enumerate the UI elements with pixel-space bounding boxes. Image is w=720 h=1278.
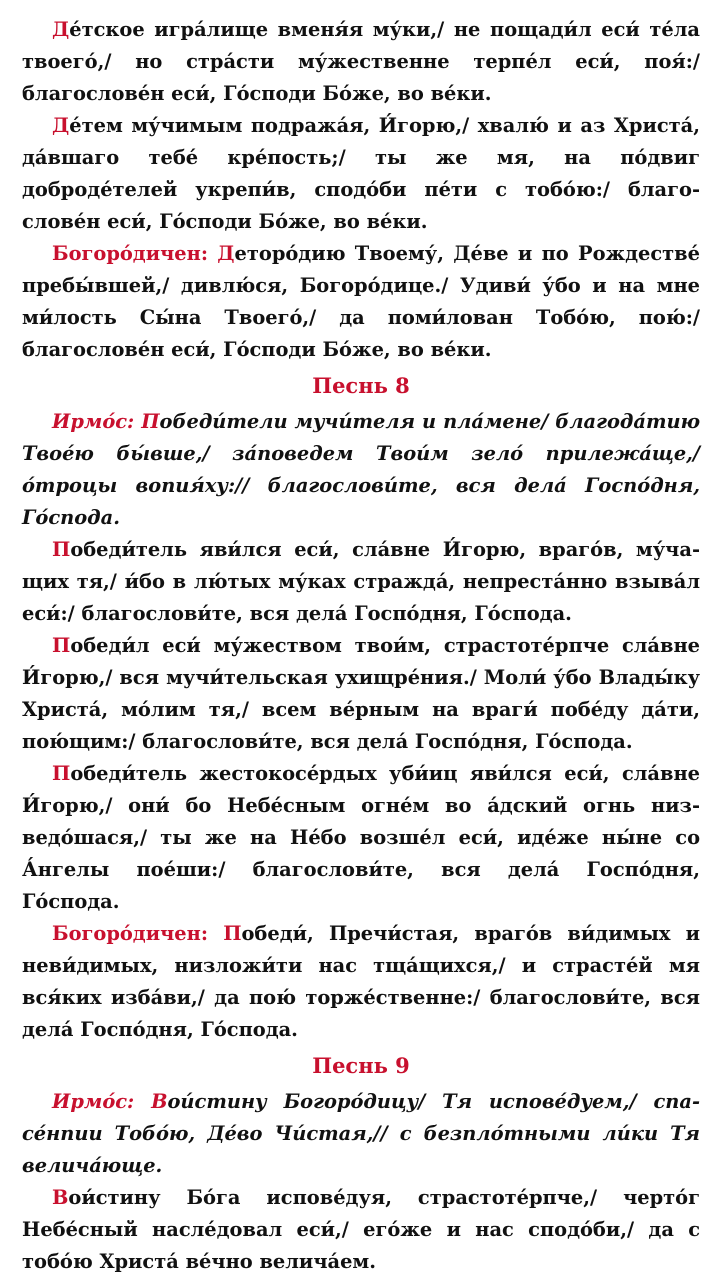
- theotokion-2: [22, 918, 700, 1046]
- song-9-heading: Песнь 9: [312, 1053, 410, 1078]
- troparion-6: [22, 1182, 700, 1278]
- irmos-label: Ирмо́с:: [52, 410, 142, 433]
- irmos-text: обеди́тели мучи́теля и пла́мене/ благода́тию Твое́ю бы́вше,/ за́поведем Твои́м зело́ прилежа́ще,/ о́троцы вопия́ху:// благослови́те, вся дела́ Госпо́дня, Го́спода.: [22, 410, 700, 529]
- troparion-3: [22, 534, 700, 630]
- drop-letter: П: [223, 922, 242, 945]
- drop-letter: П: [52, 538, 71, 561]
- troparion-text: обеди́тель жестокосе́рдых уби́иц яви́лся еси́, сла́вне И́горю,/ они́ бо Небе́сным огне́м во а́дский огнь низведо́шася,/ ты же на Не́бо возше́л еси́, иде́же ны́не со А́нгелы пое́ши:/ благослови́те, вся дела́ Госпо́дня, Го́спода.: [22, 762, 700, 913]
- troparion-text: обеди́, Пречи́стая, враго́в ви́димых и неви́димых, низложи́ти нас тща́щихся,/ и страсте́й мя вся́ких изба́ви,/ да пою́ торже́ственне:/ благослови́те, вся дела́ Госпо́дня, Го́спода.: [22, 922, 701, 1041]
- troparion-text: е́тское игра́лище вменя́я му́ки,/ не пощади́л еси́ те́ла твоего́,/ но стра́сти му́жественне терпе́л еси́, поя́:/ благослове́н еси́, Го́споди Бо́же, во ве́ки.: [22, 18, 700, 105]
- drop-letter: В: [151, 1090, 168, 1113]
- drop-letter: П: [52, 762, 71, 785]
- troparion-text: ои́стину Бо́га испове́дуя, страстоте́рпче,/ черто́г Небе́сный насле́довал еси́,/ его́же и нас сподо́би,/ да с тобо́ю Христа́ ве́чно велича́ем.: [22, 1186, 700, 1273]
- troparion-text: обеди́тель яви́лся еси́, сла́вне И́горю, враго́в, му́чащих тя,/ и́бо в лю́тых му́ках стражда́, непреста́нно взыва́л еси́:/ благослови́те, вся дела́ Госпо́дня, Го́спода.: [22, 538, 700, 625]
- theotokion-label: Богоро́дичен:: [52, 242, 218, 265]
- drop-letter: П: [52, 634, 71, 657]
- drop-letter: Д: [217, 242, 235, 265]
- drop-letter: Д: [52, 18, 70, 41]
- troparion-text: е́тем му́чимым подража́я, И́горю,/ хвалю́ и аз Христа́, да́вшаго тебе́ кре́пость;/ ты же мя, на по́двиг доброде́телей укрепи́в, сподо́би пе́ти с тобо́ю:/ благослове́н еси́, Го́споди Бо́же, во ве́ки.: [22, 114, 700, 233]
- song-8-heading: Песнь 8: [312, 373, 410, 398]
- irmos-label: Ирмо́с:: [52, 1090, 152, 1113]
- troparion-text: обеди́л еси́ му́жеством твои́м, страстоте́рпче сла́вне И́горю,/ вся мучи́тельская ухищре́ния./ Моли́ у́бо Влады́ку Христа́, мо́лим тя,/ всем ве́рным на враги́ побе́ду да́ти, пою́щим:/ благослови́те, вся дела́ Госпо́дня, Го́спода.: [22, 634, 700, 753]
- drop-letter: В: [52, 1186, 69, 1209]
- theotokion-label: Богоро́дичен:: [52, 922, 224, 945]
- troparion-1: [22, 14, 700, 110]
- irmos-song-9: [22, 1086, 700, 1182]
- drop-letter: П: [141, 410, 160, 433]
- troparion-4: [22, 630, 700, 758]
- theotokion-1: [22, 238, 700, 366]
- troparion-2: [22, 110, 700, 238]
- irmos-text: ои́стину Богоро́дицу/ Тя испове́дуем,/ спасе́нnии Тобо́ю, Де́во Чи́стая,// с безпло́тными ли́ки Тя велича́юще.: [22, 1090, 700, 1177]
- irmos-song-8: [22, 406, 700, 534]
- drop-letter: Д: [52, 114, 70, 137]
- troparion-text: еторо́дию Твоему́, Де́ве и по Рождестве́ пребы́вшей,/ дивлю́ся, Богоро́дице./ Удиви́ у́бо и на мне ми́лость Сы́на Твоего́,/ да поми́лован Тобо́ю, пою́:/ благослове́н еси́, Го́споди Бо́же, во ве́ки.: [22, 242, 700, 361]
- troparion-5: [22, 758, 700, 918]
